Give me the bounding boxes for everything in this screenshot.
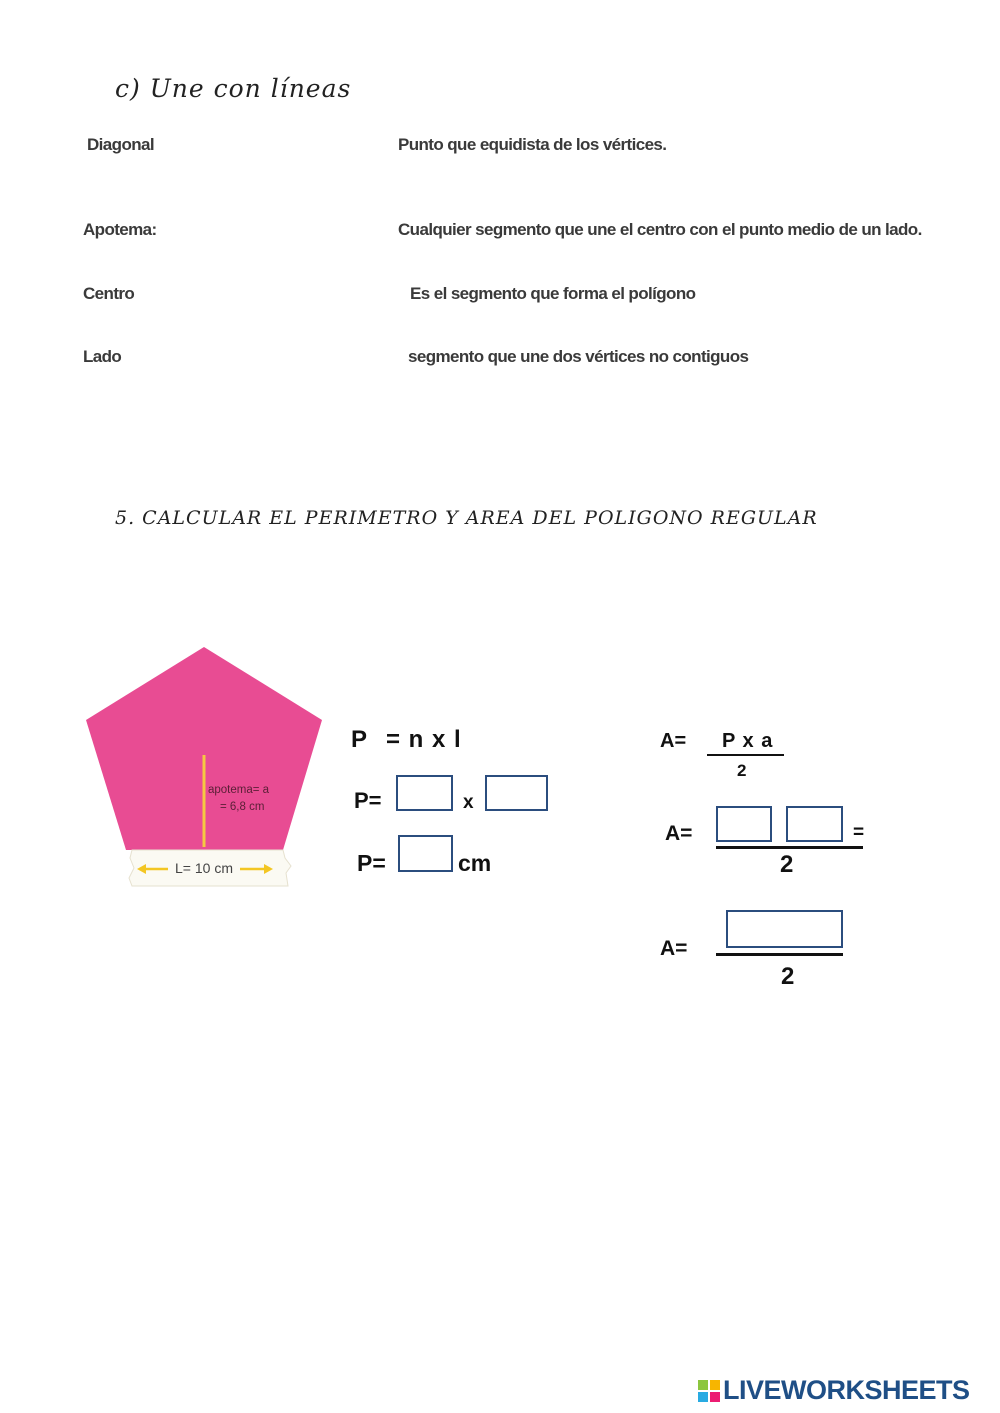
perimeter-formula-p: P	[351, 726, 368, 753]
perimeter-formula-rhs: = n x l	[386, 726, 462, 753]
apotema-label-line2: = 6,8 cm	[220, 801, 265, 813]
input-area-apotema[interactable]	[786, 806, 843, 842]
input-n-sides[interactable]	[396, 775, 453, 811]
input-area-perimeter[interactable]	[716, 806, 772, 842]
definition-4: segmento que une dos vértices no contiguos	[408, 347, 749, 366]
area-row2-label: A=	[665, 822, 693, 845]
area-row3-label: A=	[660, 937, 688, 960]
definition-1: Punto que equidista de los vértices.	[398, 135, 667, 154]
area-row2-fraction-bar	[716, 846, 863, 849]
definition-2: Cualquier segmento que une el centro con el punto medio de un lado.	[398, 220, 922, 239]
perimeter-times-sign: x	[463, 792, 474, 813]
liveworksheets-brand[interactable]: LIVEWORKSHEETS	[723, 1375, 970, 1405]
area-formula-numerator: P x a	[722, 730, 774, 752]
term-lado: Lado	[83, 347, 122, 366]
side-length-label: L= 10 cm	[175, 860, 233, 876]
input-perimeter-result[interactable]	[398, 835, 453, 872]
apotema-label-line1: apotema= a	[208, 784, 270, 796]
definition-3: Es el segmento que forma el polígono	[410, 284, 696, 303]
section5-title: 5. CALCULAR EL PERIMETRO Y AREA DEL POLIGONO REGULAR	[115, 507, 818, 529]
liveworksheets-logo-icon	[698, 1380, 720, 1402]
perimeter-row3-label: P=	[357, 850, 386, 876]
area-formula-label: A=	[660, 730, 687, 752]
input-area-product[interactable]	[726, 910, 843, 948]
pentagon-figure	[80, 640, 330, 895]
perimeter-unit: cm	[458, 850, 492, 876]
area-formula-denominator: 2	[737, 761, 747, 780]
part-c-title: c) Une con líneas	[115, 74, 352, 103]
term-centro: Centro	[83, 284, 135, 303]
term-diagonal: Diagonal	[87, 135, 154, 154]
area-row3-denominator: 2	[781, 963, 795, 990]
area-formula-fraction-bar	[707, 754, 784, 756]
input-side-length[interactable]	[485, 775, 548, 811]
area-row3-fraction-bar	[716, 953, 843, 956]
perimeter-row2-label: P=	[354, 788, 382, 813]
area-row2-denominator: 2	[780, 851, 794, 878]
term-apotema: Apotema:	[83, 220, 157, 239]
area-row2-equals: =	[853, 822, 865, 843]
